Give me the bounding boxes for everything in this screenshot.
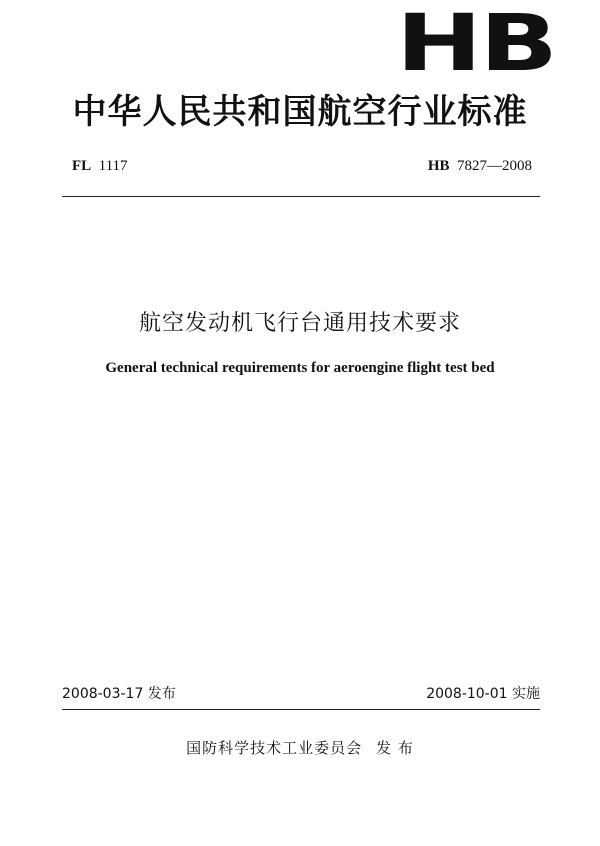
issuer-organization: 国防科学技术工业委员会 bbox=[186, 739, 363, 757]
document-title-chinese: 航空发动机飞行台通用技术要求 bbox=[138, 311, 461, 336]
classification-number: 1117 bbox=[98, 158, 128, 174]
top-divider bbox=[62, 196, 540, 197]
bottom-divider bbox=[62, 709, 540, 710]
standard-code bbox=[428, 157, 532, 175]
issue-date: 2008-03-17 发布 bbox=[62, 686, 176, 702]
hb-logo: HB bbox=[396, 0, 556, 89]
classification-prefix: FL bbox=[72, 158, 92, 174]
standard-category-title: 中华人民共和国航空行业标准 bbox=[72, 92, 528, 132]
standard-prefix: HB bbox=[427, 158, 450, 174]
issuing-authority bbox=[0, 737, 600, 759]
standard-number: 7827—2008 bbox=[457, 158, 532, 174]
issuer-action: 发 布 bbox=[376, 739, 414, 757]
document-title-english: General technical requirements for aeroengine flight test bed bbox=[105, 360, 495, 376]
classification-code bbox=[72, 157, 128, 175]
implementation-date: 2008-10-01 实施 bbox=[426, 686, 540, 702]
